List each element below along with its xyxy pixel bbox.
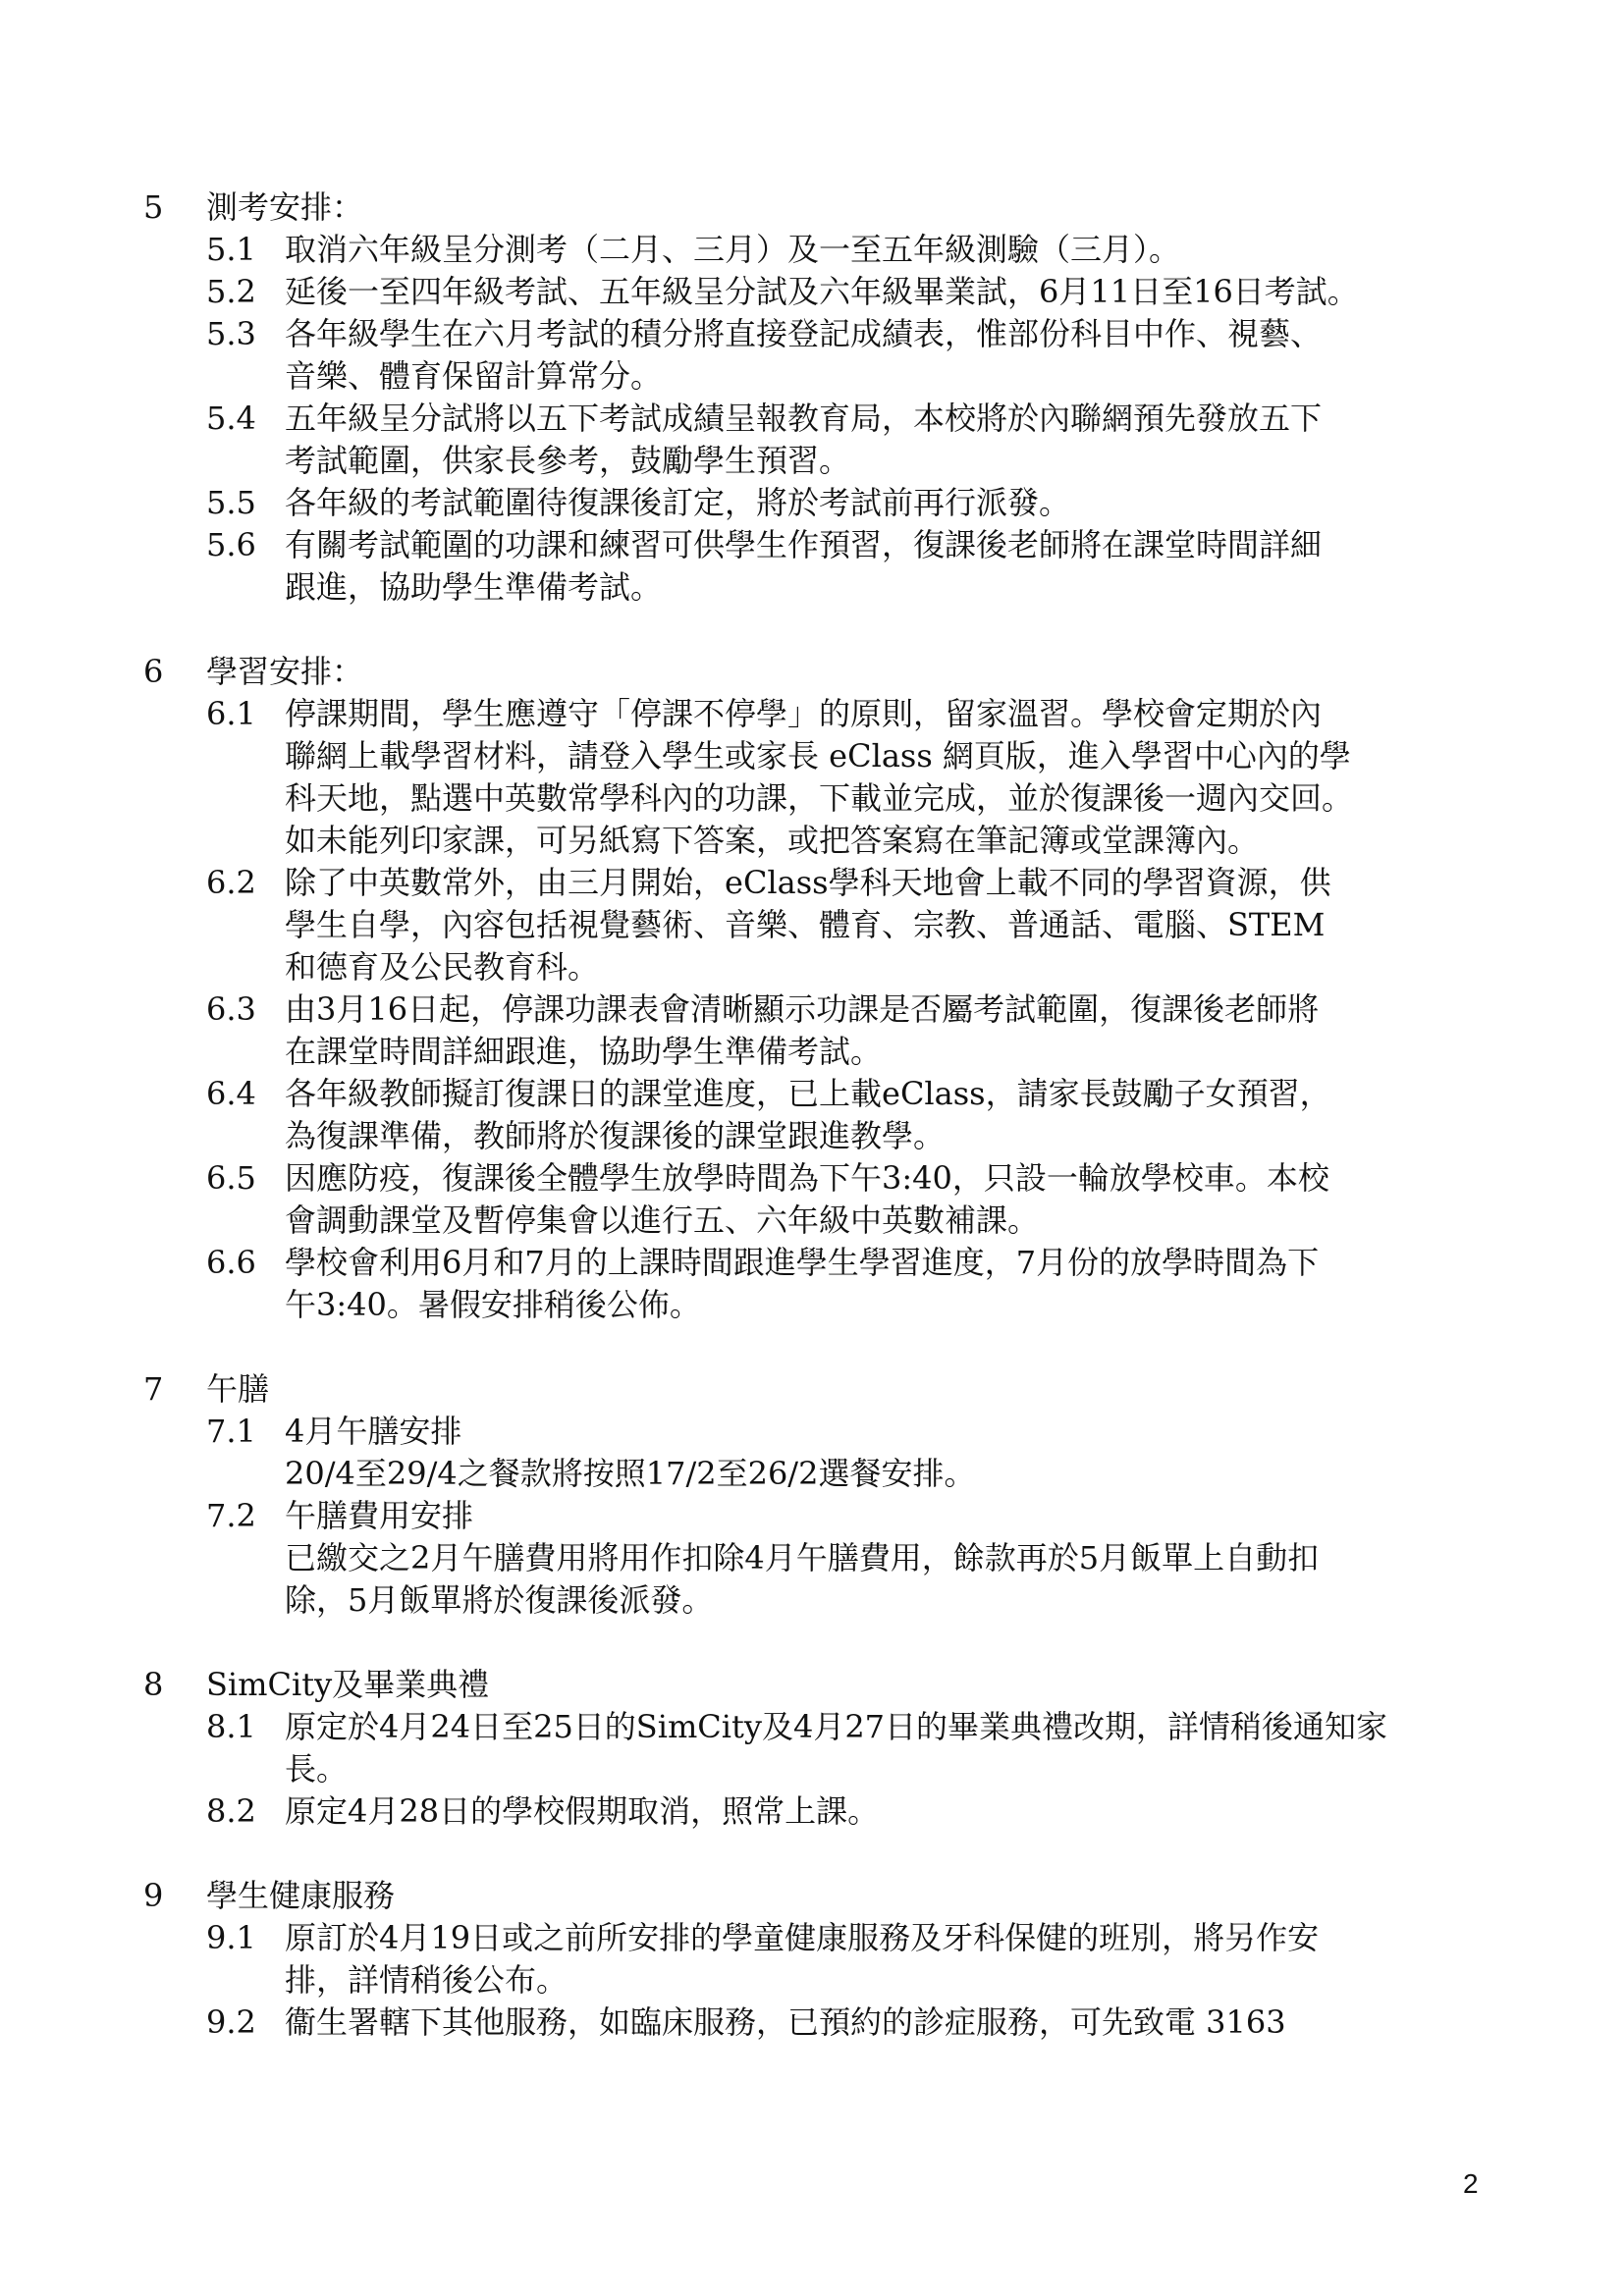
text-line: 延後一至四年級考試、五年級呈分試及六年級畢業試，6月11日至16日考試。 — [285, 273, 1359, 310]
item-text — [285, 1242, 1473, 1326]
item-text — [285, 693, 1473, 862]
text-line: 各年級學生在六月考試的積分將直接登記成績表，惟部份科目中作、視藝、 — [285, 315, 1323, 352]
section-heading — [143, 187, 1538, 229]
item-text — [285, 524, 1473, 609]
text-line: 會調動課堂及暫停集會以進行五、六年級中英數補課。 — [285, 1201, 1040, 1239]
list-item — [206, 229, 1538, 271]
item-number: 8.2 — [206, 1792, 256, 1830]
section-heading — [143, 651, 1538, 693]
section-9 — [143, 1875, 1538, 2044]
text-line: 各年級的考試範圍待復課後訂定，將於考試前再行派發。 — [285, 484, 1071, 521]
item-number: 5.2 — [206, 273, 256, 310]
text-line: 除了中英數常外，由三月開始，eClass學科天地會上載不同的學習資源，供 — [285, 864, 1331, 901]
section-title: SimCity及畢業典禮 — [206, 1666, 490, 1703]
text-line: 排，詳情稍後公布。 — [285, 1961, 568, 1999]
item-number: 6.5 — [206, 1159, 256, 1197]
text-line: 考試範圍，供家長參考，鼓勵學生預習。 — [285, 442, 851, 479]
list-item — [206, 1242, 1538, 1326]
text-line: 由3月16日起，停課功課表會清晰顯示功課是否屬考試範圍，復課後老師將 — [285, 990, 1320, 1028]
text-line: 學校會利用6月和7月的上課時間跟進學生學習進度，7月份的放學時間為下 — [285, 1244, 1320, 1281]
item-number: 6.1 — [206, 695, 256, 732]
item-text — [285, 1495, 1473, 1622]
text-line: 跟進，協助學生準備考試。 — [285, 568, 663, 606]
item-text — [285, 398, 1473, 482]
text-line: 4月午膳安排 — [285, 1413, 462, 1450]
list-item — [206, 1917, 1538, 2002]
section-title: 午膳 — [206, 1370, 270, 1408]
list-item — [206, 1495, 1538, 1622]
section-heading — [143, 1368, 1538, 1411]
text-line: 原定4月28日的學校假期取消，照常上課。 — [285, 1792, 880, 1830]
item-number: 8.1 — [206, 1708, 256, 1745]
text-line: 停課期間，學生應遵守「停課不停學」的原則，留家溫習。學校會定期於內 — [285, 695, 1323, 732]
section-title: 學習安排： — [206, 653, 364, 690]
item-text — [285, 271, 1473, 313]
list-item — [206, 693, 1538, 862]
section-6 — [143, 651, 1538, 1326]
list-item — [206, 1073, 1538, 1157]
item-number: 5.5 — [206, 484, 256, 521]
item-text — [285, 313, 1473, 398]
section-5 — [143, 187, 1538, 609]
item-number: 9.1 — [206, 1919, 256, 1956]
text-line: 有關考試範圍的功課和練習可供學生作預習，復課後老師將在課堂時間詳細 — [285, 526, 1323, 563]
section-7 — [143, 1368, 1538, 1622]
text-line: 除，5月飯單將於復課後派發。 — [285, 1581, 714, 1619]
page-number: 2 — [1463, 2168, 1479, 2199]
text-line: 20/4至29/4之餐款將按照17/2至26/2選餐安排。 — [285, 1455, 976, 1492]
item-number: 5.1 — [206, 231, 256, 268]
section-title: 測考安排： — [206, 188, 364, 226]
text-line: 科天地，點選中英數常學科內的功課，下載並完成，並於復課後一週內交回。 — [285, 779, 1354, 817]
item-text — [285, 988, 1473, 1073]
item-text — [285, 482, 1473, 524]
list-item — [206, 1706, 1538, 1790]
section-heading — [143, 1664, 1538, 1706]
text-line: 因應防疫，復課後全體學生放學時間為下午3:40，只設一輪放學校車。本校 — [285, 1159, 1329, 1197]
list-item — [206, 524, 1538, 609]
section-heading — [143, 1875, 1538, 1917]
item-number: 9.2 — [206, 2003, 256, 2041]
item-text — [285, 1073, 1473, 1157]
item-number: 7.2 — [206, 1497, 256, 1534]
section-number: 5 — [143, 188, 164, 226]
text-line: 長。 — [285, 1750, 349, 1788]
text-line: 已繳交之2月午膳費用將用作扣除4月午膳費用，餘款再於5月飯單上自動扣 — [285, 1539, 1320, 1576]
section-number: 7 — [143, 1370, 164, 1408]
item-number: 6.2 — [206, 864, 256, 901]
section-number: 6 — [143, 653, 164, 690]
text-line: 衞生署轄下其他服務，如臨床服務，已預約的診症服務，可先致電 3163 — [285, 2003, 1286, 2041]
item-number: 6.6 — [206, 1244, 256, 1281]
item-text — [285, 2002, 1473, 2044]
text-line: 為復課準備，教師將於復課後的課堂跟進教學。 — [285, 1117, 946, 1154]
list-item — [206, 988, 1538, 1073]
text-line: 午膳費用安排 — [285, 1497, 474, 1534]
item-text — [285, 862, 1473, 988]
list-item — [206, 862, 1538, 988]
section-number: 8 — [143, 1666, 164, 1703]
text-line: 各年級教師擬訂復課日的課堂進度，已上載eClass，請家長鼓勵子女預習， — [285, 1075, 1331, 1112]
list-item — [206, 1790, 1538, 1833]
section-number: 9 — [143, 1877, 164, 1914]
text-line: 在課堂時間詳細跟進，協助學生準備考試。 — [285, 1033, 883, 1070]
item-text — [285, 1157, 1473, 1242]
list-item — [206, 1411, 1538, 1495]
item-text — [285, 1917, 1473, 2002]
item-text — [285, 1706, 1473, 1790]
text-line: 音樂、體育保留計算常分。 — [285, 357, 663, 395]
section-8 — [143, 1664, 1538, 1833]
list-item — [206, 1157, 1538, 1242]
list-item — [206, 482, 1538, 524]
item-text — [285, 229, 1473, 271]
text-line: 取消六年級呈分測考（二月、三月）及一至五年級測驗（三月）。 — [285, 231, 1181, 268]
text-line: 原定於4月24日至25日的SimCity及4月27日的畢業典禮改期，詳情稍後通知家 — [285, 1708, 1388, 1745]
item-number: 5.4 — [206, 400, 256, 437]
list-item — [206, 398, 1538, 482]
item-text — [285, 1411, 1473, 1495]
document-body — [143, 187, 1538, 2086]
item-number: 6.3 — [206, 990, 256, 1028]
list-item — [206, 313, 1538, 398]
text-line: 原訂於4月19日或之前所安排的學童健康服務及牙科保健的班別，將另作安 — [285, 1919, 1320, 1956]
list-item — [206, 2002, 1538, 2044]
item-number: 7.1 — [206, 1413, 256, 1450]
item-number: 5.3 — [206, 315, 256, 352]
text-line: 和德育及公民教育科。 — [285, 948, 600, 986]
text-line: 聯網上載學習材料，請登入學生或家長 eClass 網頁版，進入學習中心內的學 — [285, 737, 1351, 774]
item-number: 6.4 — [206, 1075, 256, 1112]
text-line: 午3:40。暑假安排稍後公佈。 — [285, 1286, 701, 1323]
text-line: 五年級呈分試將以五下考試成績呈報教育局，本校將於內聯網預先發放五下 — [285, 400, 1323, 437]
item-number: 5.6 — [206, 526, 256, 563]
list-item — [206, 271, 1538, 313]
section-title: 學生健康服務 — [206, 1877, 396, 1914]
text-line: 學生自學，內容包括視覺藝術、音樂、體育、宗教、普通話、電腦、STEM — [285, 906, 1326, 943]
item-text — [285, 1790, 1473, 1833]
text-line: 如未能列印家課，可另紙寫下答案，或把答案寫在筆記簿或堂課簿內。 — [285, 822, 1260, 859]
